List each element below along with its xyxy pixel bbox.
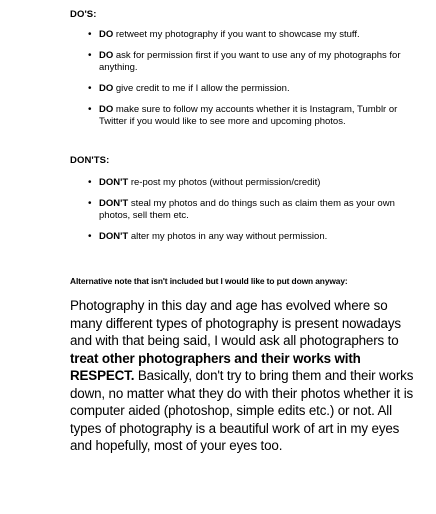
bullet-icon: • [88,82,92,94]
donts-item-text: re-post my photos (without permission/credit) [128,177,321,188]
donts-heading: DON'TS: [70,155,110,166]
note-paragraph-part2: Basically, don't try to bring them and their works down, no matter what they do with their photos whether it is computer aided (photoshop, simple edits etc.) or not. All types of photography is a beautiful work of art in my eyes and hopefully, most of your eyes too. [70,368,414,453]
bullet-icon: • [88,198,92,210]
dos-keyword: DO [99,29,114,40]
dos-item-text: retweet my photography if you want to showcase my stuff. [113,29,360,40]
list-item [88,83,406,95]
dos-item-text: ask for permission first if you want to use any of my photographs for anything. [99,50,401,73]
list-item [88,50,406,73]
donts-keyword: DON'T [99,177,129,188]
dos-keyword: DO [99,82,114,94]
dos-keyword: DO [99,50,114,62]
donts-item-text: steal my photos and do things such as claim them as your own photos, sell them etc. [99,198,395,221]
dos-item-text: give credit to me if I allow the permission. [113,82,290,94]
note-paragraph-part1: Photography in this day and age has evolved where so many different types of photography is present nowadays and with that being said, I would ask all photographers to [70,298,401,348]
dos-item-text: make sure to follow my accounts whether it is Instagram, Tumblr or Twitter if you would like to see more and upcoming photos. [99,104,398,127]
list-item [88,29,406,41]
list-item [88,104,406,127]
bullet-icon: • [88,104,92,116]
dos-heading: DO'S: [70,9,97,20]
donts-list [88,177,406,252]
list-item [88,198,406,221]
bullet-icon: • [88,177,92,188]
dos-list [88,29,406,137]
list-item [88,231,406,243]
donts-keyword: DON'T [99,230,129,242]
note-paragraph-emphasis: treat other photographers and their works with RESPECT. [70,350,361,383]
list-item [88,177,406,189]
alternative-note-title: Alternative note that isn't included but I would like to put down anyway: [70,276,348,286]
bullet-icon: • [88,29,92,40]
dos-keyword: DO [99,104,114,116]
donts-keyword: DON'T [99,198,129,210]
bullet-icon: • [88,50,92,62]
donts-item-text: alter my photos in any way without permission. [128,230,328,242]
note-paragraph [70,297,422,455]
bullet-icon: • [88,230,92,242]
